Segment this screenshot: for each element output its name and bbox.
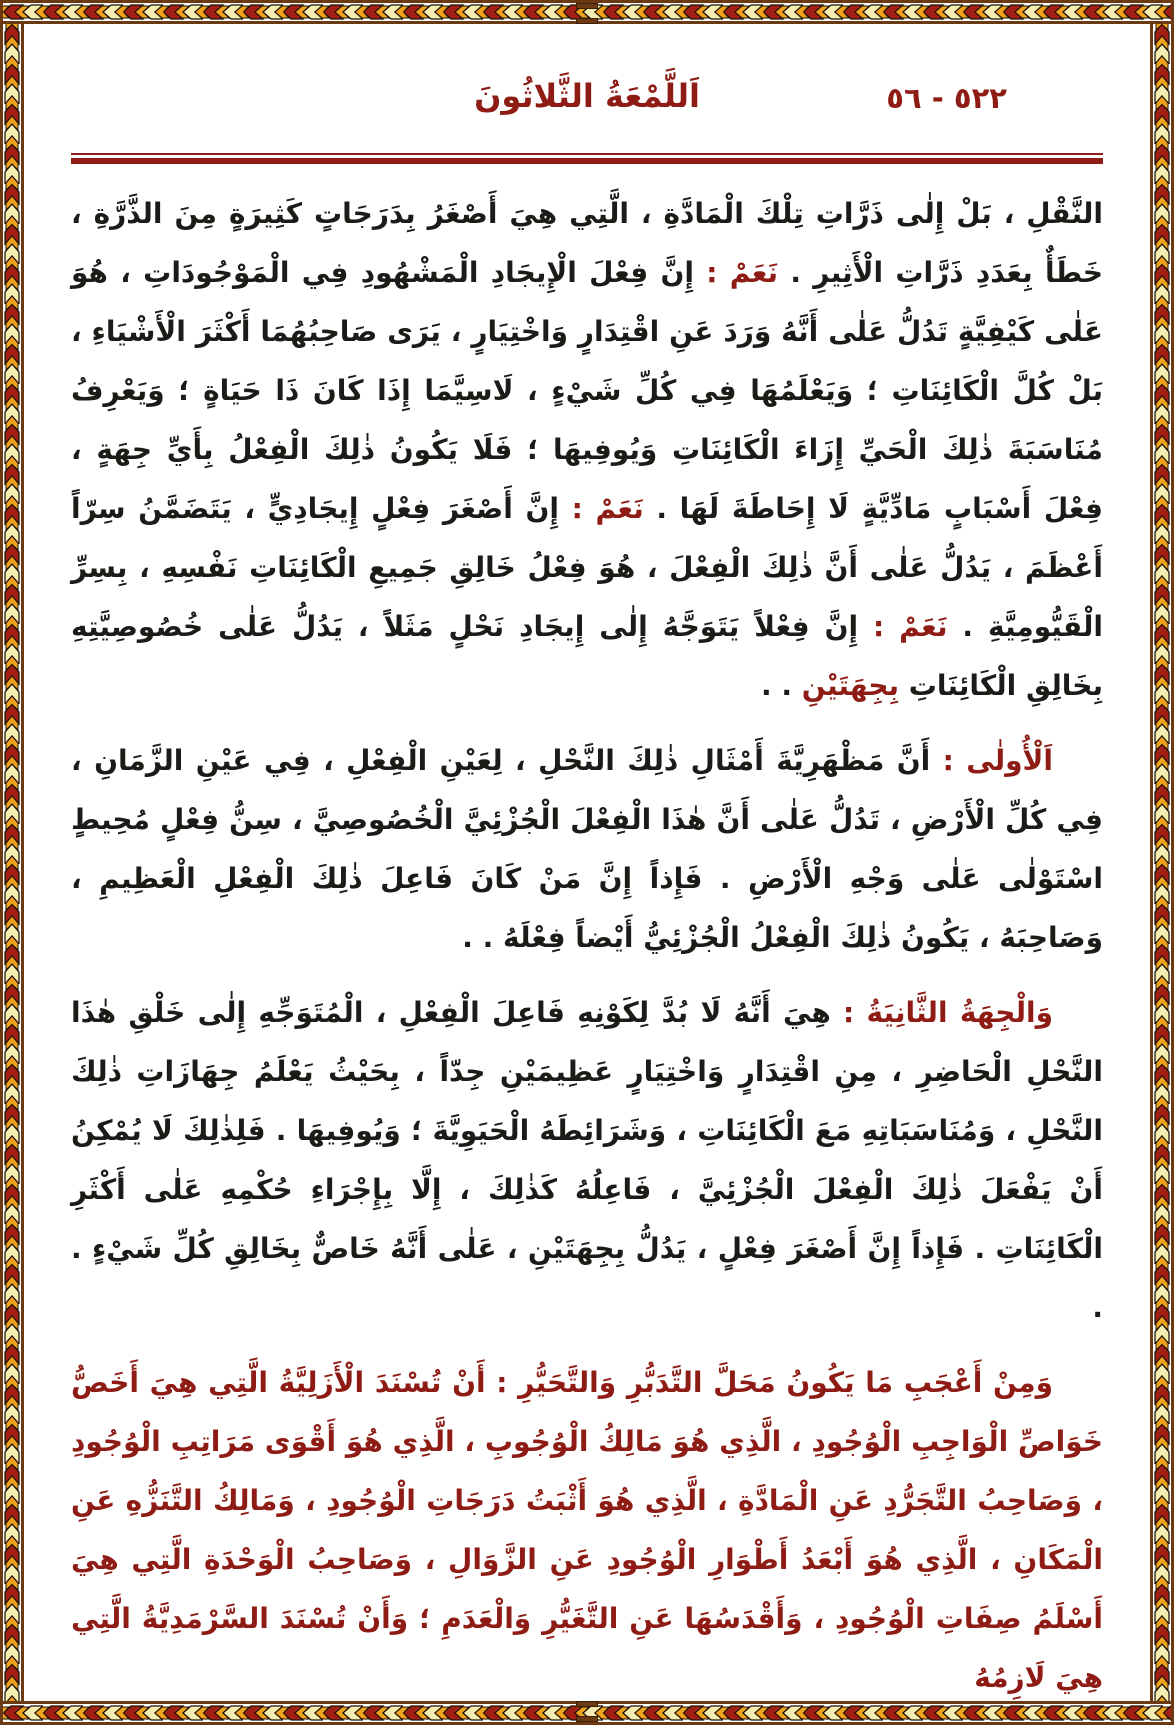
text-segment-red: نَعَمْ : xyxy=(858,610,948,643)
page-title: اَللَّمْعَةُ الثَّلاثُونَ xyxy=(474,77,700,115)
text-segment-black: . . xyxy=(761,669,802,702)
page-header xyxy=(71,73,1103,143)
text-segment-red: وَالْجِهَةُ الثَّانِيَةُ : xyxy=(830,996,1054,1029)
text-segment-red: بِجِهَتَيْنِ xyxy=(801,669,900,702)
page-number: ٥٢٢ - ٥٦ xyxy=(886,81,1007,115)
border-tick-top-inner xyxy=(576,18,598,24)
text-segment-black: إِنَّ فِعْلاً يَتَوَجَّهُ إِلٰى إِيجَادِ نَحْلٍ مَثَلاً ، يَدُلُّ عَلٰى خُصُوصِيَّتِهِ بِخَالِقِ الْكَائِنَاتِ xyxy=(71,610,1103,702)
text-segment-black: هِيَ أَنَّهُ لَا بُدَّ لِكَوْنِهِ فَاعِلَ الْفِعْلِ ، الْمُتَوَجِّهِ إِلٰى خَلْقِ هٰذَا النَّحْلِ الْحَاضِرِ ، مِنِ اقْتِدَارٍ وَاخْتِيَارٍ عَظِيمَيْنِ جِدّاً ، بِحَيْثُ يَعْلَمُ جِهَازَاتِ ذٰلِكَ النَّحْلِ ، وَمُنَاسَبَاتِهِ مَعَ الْكَائِنَاتِ ، وَشَرَائِطَهُ الْحَيَوِيَّةَ ؛ وَيُوفِيهَا . فَلِذٰلِكَ لَا يُمْكِنُ أَنْ يَفْعَلَ ذٰلِكَ الْفِعْلَ الْجُزْئِيَّ ، فَاعِلُهُ كَذٰلِكَ ، إِلَّا بِإِجْرَاءِ حُكْمِهِ عَلٰى أَكْثَرِ الْكَائِنَاتِ . فَإِذاً إِنَّ أَصْغَرَ فِعْلٍ ، يَدُلُّ بِجِهَتَيْنِ ، عَلٰى أَنَّهُ خَاصٌّ بِخَالِقِ كُلِّ شَيْءٍ . . xyxy=(71,996,1103,1324)
text-segment-red: وَمِنْ أَعْجَبِ مَا يَكُونُ مَحَلَّ التَّدَبُّرِ وَالتَّحَيُّرِ : أَنْ تُسْنَدَ الْأَزَلِيَّةُ الَّتِي هِيَ أَخَصُّ خَوَاصِّ الْوَاجِبِ الْوُجُودِ ، الَّذِي هُوَ مَالِكُ الْوُجُوبِ ، الَّذِي هُوَ أَقْوَى مَرَاتِبِ الْوُجُودِ ، وَصَاحِبُ التَّجَرُّدِ عَنِ الْمَادَّةِ ، الَّذِي هُوَ أَثْبَتُ دَرَجَاتِ الْوُجُودِ ، وَمَالِكُ التَّنَزُّهِ عَنِ الْمَكَانِ ، الَّذِي هُوَ أَبْعَدُ أَطْوَارِ الْوُجُودِ عَنِ الزَّوَالِ ، وَصَاحِبُ الْوَحْدَةِ الَّتِي هِيَ أَسْلَمُ صِفَاتِ الْوُجُودِ ، وَأَقْدَسُهَا عَنِ التَّغَيُّرِ وَالْعَدَمِ ؛ وَأَنْ تُسْنَدَ السَّرْمَدِيَّةُ الَّتِي هِيَ لَازِمُهُ xyxy=(71,1366,1103,1694)
paragraph-red-conclusion xyxy=(71,1353,1103,1707)
ornamental-border-left xyxy=(3,24,24,1701)
header-divider-rule xyxy=(71,153,1103,164)
text-segment-black: إِنَّ فِعْلَ الْإِيجَادِ الْمَشْهُودِ فِي الْمَوْجُودَاتِ ، هُوَ عَلٰى كَيْفِيَّةٍ تَدُلُّ عَلٰى أَنَّهُ وَرَدَ عَنِ اقْتِدَارٍ وَاخْتِيَارٍ ، يَرَى صَاحِبُهُمَا أَكْثَرَ الْأَشْيَاءِ ، بَلْ كُلَّ الْكَائِنَاتِ ؛ وَيَعْلَمُهَا فِي كُلِّ شَيْءٍ ، لَاسِيَّمَا إِذَا كَانَ ذَا حَيَاةٍ ؛ وَيَعْرِفُ مُنَاسَبَةَ ذٰلِكَ الْحَيِّ إِزَاءَ الْكَائِنَاتِ وَيُوفِيهَا ؛ فَلَا يَكُونُ ذٰلِكَ الْفِعْلُ بِأَيِّ جِهَةٍ ، فِعْلَ أَسْبَابٍ مَادِّيَّةٍ لَا إِحَاطَةَ لَهَا . xyxy=(71,256,1103,525)
text-segment-black: إِنَّ أَصْغَرَ فِعْلٍ إِيجَادِيٍّ ، يَتَضَمَّنُ سِرّاً أَعْظَمَ ، يَدُلُّ عَلٰى أَنَّ ذٰلِكَ الْفِعْلَ ، هُوَ فِعْلُ خَالِقِ جَمِيعِ الْكَائِنَاتِ نَفْسِهِ ، بِسِرِّ الْقَيُّومِيَّةِ . xyxy=(71,492,1103,643)
paragraph-second-aspect xyxy=(71,983,1103,1337)
body-text xyxy=(71,184,1103,1707)
text-segment-red: اَلْأُولٰى : xyxy=(930,744,1054,777)
text-segment-black: النَّقْلِ ، بَلْ إِلٰى ذَرَّاتِ تِلْكَ الْمَادَّةِ ، الَّتِي هِيَ أَصْغَرُ بِدَرَجَاتٍ كَثِيرَةٍ مِنَ الذَّرَّةِ ، خَطَأٌ بِعَدَدِ ذَرَّاتِ الْأَثِيرِ . xyxy=(71,197,1104,289)
border-tick-top-outer xyxy=(576,3,598,9)
border-tick-bottom-outer xyxy=(576,1716,598,1722)
paragraph-continuation xyxy=(71,184,1103,715)
text-segment-red: نَعَمْ : xyxy=(558,492,644,525)
text-segment-black: أَنَّ مَظْهَرِيَّةَ أَمْثَالِ ذٰلِكَ النَّحْلِ ، لِعَيْنِ الْفِعْلِ ، فِي عَيْنِ الزَّمَانِ ، فِي كُلِّ الْأَرْضِ ، تَدُلُّ عَلٰى أَنَّ هٰذَا الْفِعْلَ الْجُزْئِيَّ الْخُصُوصِيَّ ، سِنُّ فِعْلٍ مُحِيطٍ اسْتَوْلٰى عَلٰى وَجْهِ الْأَرْضِ . فَإِذاً إِنَّ مَنْ كَانَ فَاعِلَ ذٰلِكَ الْفِعْلِ الْعَظِيمِ ، وَصَاحِبَهُ ، يَكُونُ ذٰلِكَ الْفِعْلُ الْجُزْئِيُّ أَيْضاً فِعْلَهُ . . xyxy=(71,744,1103,954)
text-segment-red: نَعَمْ : xyxy=(694,256,779,289)
ornamental-border-right xyxy=(1150,24,1171,1701)
paragraph-first-aspect xyxy=(71,731,1103,967)
page-content xyxy=(27,27,1147,1698)
